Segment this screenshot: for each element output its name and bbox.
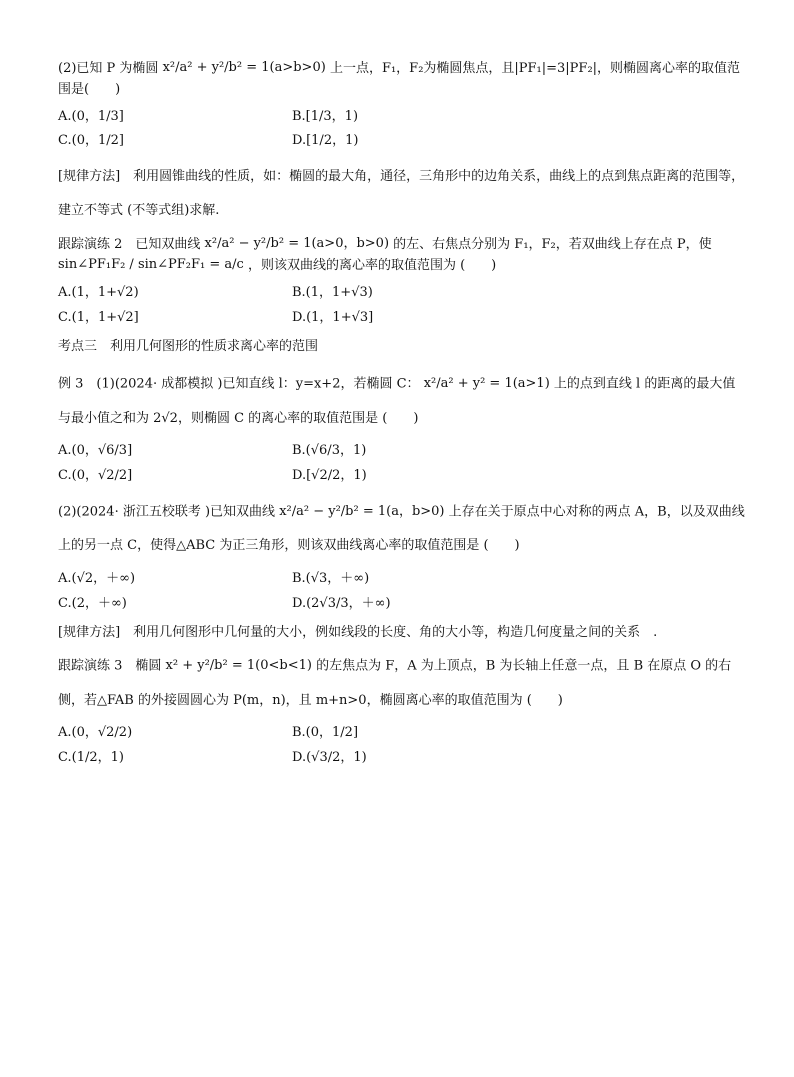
ellipse-equation: x²/a² + y²/b² = 1(a>b>0) — [162, 60, 326, 75]
option-d[interactable]: D.[1/2，1) — [292, 133, 359, 149]
option-d[interactable]: D.(2√3/3，＋∞) — [292, 595, 391, 611]
option-a[interactable]: A.(0，√2/2) — [58, 725, 133, 741]
example-3-2-stem-end: 上存在关于原点中心对称的两点 A，B，以及双曲线上的另一点 C，使得△ABC 为正三角形，则该双曲线离心率的取值范围是 ( ) — [58, 504, 745, 554]
option-d[interactable]: D.(1，1+√3] — [292, 309, 374, 325]
question-2 — [58, 58, 748, 101]
option-b[interactable]: B.(√6/3，1) — [292, 443, 367, 459]
track-3-options — [58, 723, 748, 769]
example-3-part-1 — [58, 367, 748, 435]
track-2-stem-middle: 的左、右焦点分别为 F₁，F₂，若双曲线上存在点 P，使 — [393, 236, 712, 252]
option-c[interactable]: C.(1，1+√2] — [58, 309, 139, 325]
option-c[interactable]: C.(2，＋∞) — [58, 595, 127, 611]
option-a[interactable]: A.(√2，＋∞) — [58, 571, 136, 587]
option-d[interactable]: D.[√2/2，1) — [292, 468, 367, 484]
ellipse-c-equation: x²/a² + y² = 1(a>1) — [423, 376, 550, 392]
option-b[interactable]: B.(√3，＋∞) — [292, 571, 370, 587]
option-b[interactable]: B.[1/3，1) — [292, 108, 359, 124]
example-3-1-options — [58, 441, 748, 487]
hyperbola-equation: x²/a² − y²/b² = 1(a>0，b>0) — [204, 235, 390, 251]
question-2-options — [58, 107, 748, 153]
track-3-stem-start: 跟踪演练 3 椭圆 — [58, 658, 162, 674]
ellipse-equation-3: x² + y²/b² = 1(0<b<1) — [165, 658, 312, 674]
track-2-stem-start: 跟踪演练 2 已知双曲线 — [58, 236, 201, 252]
option-a[interactable]: A.(1，1+√2) — [58, 285, 139, 301]
track-exercise-3 — [58, 649, 748, 717]
sine-ratio-condition: sin∠PF₁F₂ / sin∠PF₂F₁ = a/c — [58, 257, 244, 273]
option-b[interactable]: B.(0，1/2] — [292, 725, 359, 741]
document-page — [58, 58, 748, 777]
track-2-options — [58, 283, 748, 329]
option-c[interactable]: C.(0，1/2] — [58, 133, 124, 149]
question-2-stem-start: (2)已知 P 为椭圆 — [58, 60, 159, 76]
track-exercise-2 — [58, 234, 748, 277]
option-b[interactable]: B.(1，1+√3) — [292, 285, 373, 301]
track-2-stem-end: ，则该双曲线的离心率的取值范围为 ( ) — [247, 258, 497, 274]
example-3-1-stem-end: 上的点到直线 l 的距离的最大值与最小值之和为 2√2，则椭圆 C 的离心率的取值范围是 ( ) — [58, 376, 736, 426]
example-3-part-2 — [58, 495, 748, 563]
rule-method-2: [规律方法] 利用几何图形中几何量的大小，例如线段的长度、角的大小等，构造几何度量之间的关系 . — [58, 624, 658, 640]
example-3-2-options — [58, 569, 748, 615]
hyperbola-equation-2: x²/a² − y²/b² = 1(a，b>0) — [279, 504, 445, 520]
option-c[interactable]: C.(0，√2/2] — [58, 468, 133, 484]
track-3-stem-end: 的左焦点为 F，A 为上顶点，B 为长轴上任意一点，且 B 在原点 O 的右侧，若△FAB 的外接圆圆心为 P(m，n)，且 m+n>0，椭圆离心率的取值范围为 ( ) — [58, 658, 732, 708]
example-3-2-stem-start: (2)(2024· 浙江五校联考 )已知双曲线 — [58, 504, 276, 520]
option-d[interactable]: D.(√3/2，1) — [292, 750, 367, 766]
option-a[interactable]: A.(0，1/3] — [58, 108, 124, 124]
option-a[interactable]: A.(0，√6/3] — [58, 443, 133, 459]
rule-method-1: [规律方法] 利用圆锥曲线的性质，如：椭圆的最大角，通径，三角形中的边角关系，曲线上的点到焦点距离的范围等，建立不等式 (不等式组)求解. — [58, 169, 745, 218]
option-c[interactable]: C.(1/2，1) — [58, 750, 124, 766]
section-heading-3: 考点三 利用几何图形的性质求离心率的范围 — [58, 338, 319, 354]
example-3-1-stem-start: 例 3 (1)(2024· 成都模拟 )已知直线 l：y=x+2，若椭圆 C： — [58, 376, 420, 392]
question-2-stem-end: 上一点，F₁，F₂为椭圆焦点，且|PF₁|=3|PF₂|，则椭圆离心率的取值范围是( ) — [58, 60, 741, 97]
